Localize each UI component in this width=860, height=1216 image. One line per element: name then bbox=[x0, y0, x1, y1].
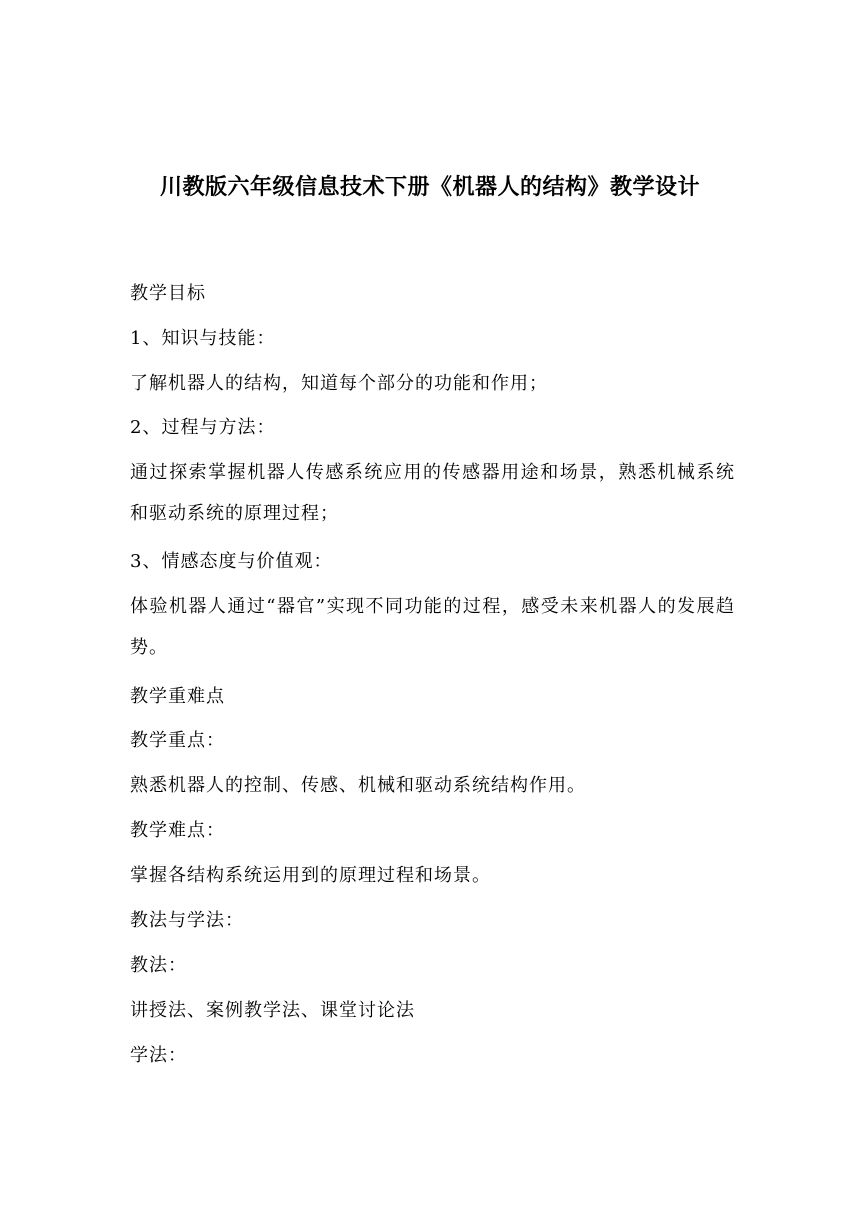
heading-teaching-methods: 教法： bbox=[130, 955, 187, 976]
heading-difficult-points: 教学难点： bbox=[130, 820, 225, 841]
heading-teaching-objectives: 教学目标 bbox=[130, 283, 206, 304]
objective-emotion-values: 3、情感态度与价值观： bbox=[130, 551, 333, 572]
document-title: 川教版六年级信息技术下册《机器人的结构》教学设计 bbox=[159, 175, 700, 200]
paragraph-knowledge-skills: 了解机器人的结构，知道每个部分的功能和作用； bbox=[130, 373, 548, 394]
heading-key-difficult-points: 教学重难点 bbox=[130, 686, 225, 707]
paragraph-key-points: 熟悉机器人的控制、传感、机械和驱动系统结构作用。 bbox=[130, 775, 586, 796]
objective-knowledge-skills: 1、知识与技能： bbox=[130, 328, 276, 349]
objective-process-methods: 2、过程与方法： bbox=[130, 417, 276, 438]
heading-learning-methods: 学法： bbox=[130, 1045, 187, 1066]
heading-key-points: 教学重点： bbox=[130, 730, 225, 751]
paragraph-process-methods: 通过探索掌握机器人传感系统应用的传感器用途和场景，熟悉机械系统和驱动系统的原理过程； bbox=[130, 462, 735, 524]
paragraph-difficult-points: 掌握各结构系统运用到的原理过程和场景。 bbox=[130, 865, 491, 886]
paragraph-teaching-methods: 讲授法、案例教学法、课堂讨论法 bbox=[130, 1000, 415, 1021]
heading-teaching-learning-methods: 教法与学法： bbox=[130, 910, 244, 931]
paragraph-emotion-values: 体验机器人通过“器官”实现不同功能的过程，感受未来机器人的发展趋势。 bbox=[130, 596, 735, 658]
